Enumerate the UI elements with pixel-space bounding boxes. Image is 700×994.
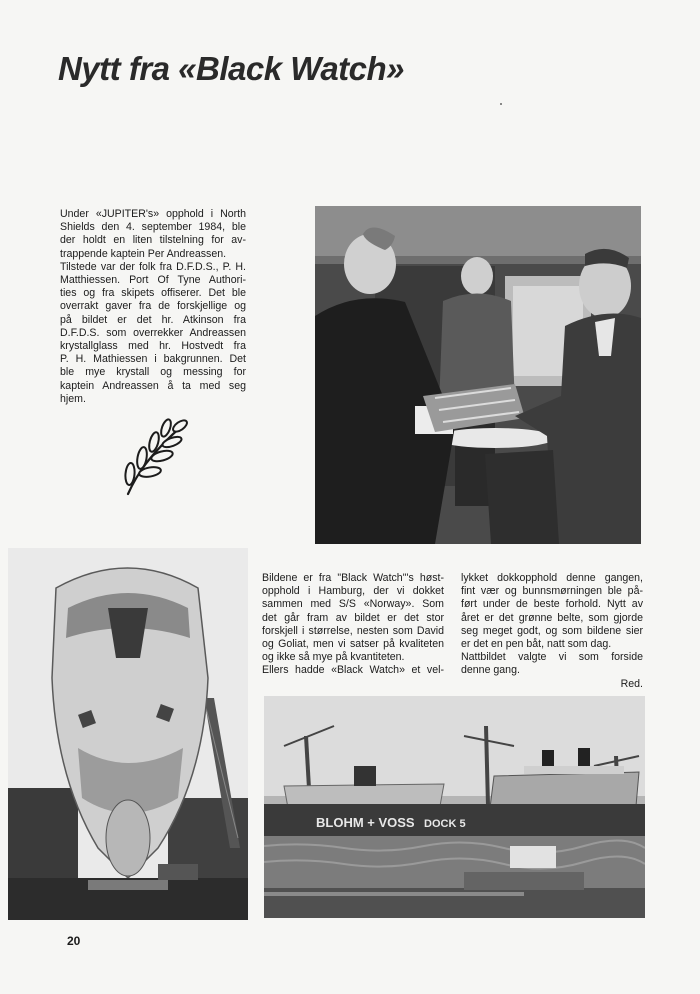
text-line: kaptein Andreassen å ta med seg [60, 379, 246, 392]
text-line: og ikke så mye på kvantiteten. [262, 651, 405, 664]
text-line: denne gang. [461, 664, 520, 677]
page-number: 20 [67, 934, 81, 948]
text-line: seg meget godt, og som bildene sier [461, 624, 643, 637]
signature: Red. [620, 677, 643, 690]
text-line: Under «JUPITER's» opphold i North [60, 208, 246, 220]
text-line: hjem. [60, 392, 86, 405]
text-line: lykket dokkopphold denne gangen, [461, 572, 643, 584]
hamburg-dock-photo [264, 696, 645, 918]
text-line: Matthiessen. Port Of Tyne Authori- [60, 274, 246, 287]
dock-sign-blohm-voss: BLOHM + VOSS [316, 815, 415, 830]
text-line: der holdt en liten tilstelning for av- [60, 234, 246, 247]
print-speck [500, 103, 502, 105]
text-line: det går fram av bildet er det stor [262, 611, 444, 624]
text-line: Bildene er fra "Black Watch"'s høst- [262, 572, 444, 584]
text-line: opphold i Hamburg, der vi dokket [262, 585, 444, 598]
text-line: året er det grønne belte, som gjorde [461, 611, 643, 624]
dock-sign-dock-5: DOCK 5 [424, 818, 466, 830]
ship-drydock-photo [8, 548, 248, 920]
text-line: overrakt gaver fra de forskjellige og [60, 300, 246, 313]
text-line: sammen med S/S «Norway». Som [262, 598, 444, 611]
text-line: Nattbildet valgte vi som forside [461, 651, 643, 664]
text-line: krystallglass med hr. Hostvedt fra [60, 340, 246, 353]
text-line: og Goliat, men vi satser på kvaliteten [262, 638, 444, 651]
presentation-photo [315, 206, 641, 544]
article-title: Nytt fra «Black Watch» [58, 50, 405, 87]
text-line: på bildet er det hr. Atkinson fra [60, 313, 246, 326]
text-line: Tilstede var der folk fra D.F.D.S., P. H. [60, 260, 246, 273]
text-line: fint vær og bunnsmørningen ble på- [461, 585, 643, 598]
text-line: Shields den 4. september 1984, ble [60, 221, 246, 234]
body-text-column-right [461, 572, 643, 691]
text-line: trappende kaptein Per Andreassen. [60, 247, 227, 260]
intro-text [60, 208, 246, 406]
text-line: Ellers hadde «Black Watch» et vel- [262, 664, 444, 677]
text-line: D.F.D.S. som overrekker Andreassen [60, 326, 246, 339]
text-line: P. H. Mathiessen i bakgrunnen. Det [60, 353, 246, 366]
text-line: ble mye krystall og messing for [60, 366, 246, 379]
text-line: er det en pen båt, natt som dag. [461, 638, 612, 651]
laurel-branch-icon [114, 416, 192, 498]
text-line: forskjell i størrelse, nesten som David [262, 624, 444, 637]
body-text-column-left [262, 572, 444, 678]
text-line: ties og fra skipets offiserer. Det ble [60, 287, 246, 300]
text-line: ført under de beste forhold. Nytt av [461, 598, 643, 611]
